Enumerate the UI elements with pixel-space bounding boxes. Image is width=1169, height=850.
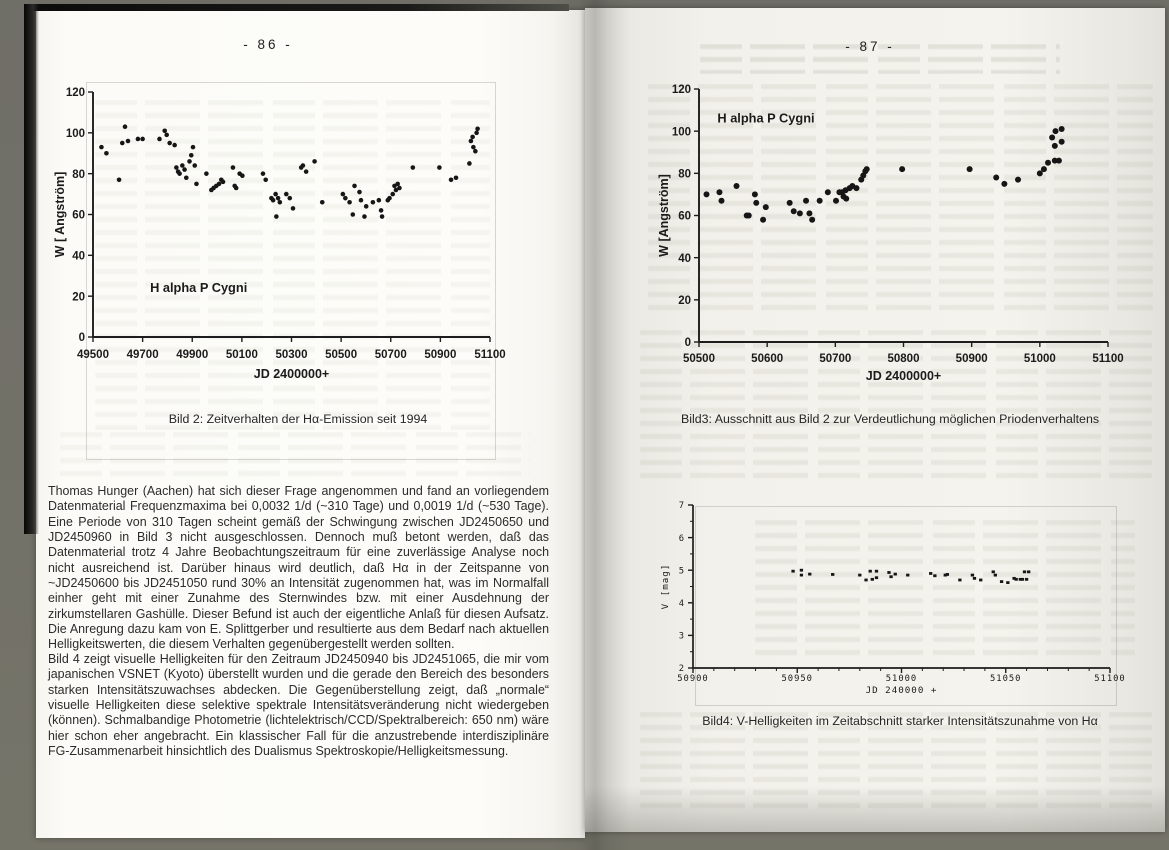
svg-text:50500: 50500 xyxy=(683,353,715,365)
svg-text:H alpha P Cygni: H alpha P Cygni xyxy=(717,110,815,126)
svg-text:V [mag]: V [mag] xyxy=(660,563,671,610)
body-paragraph: Thomas Hunger (Aachen) hat sich dieser Frage angenommen und fand an vorliegendem Datenmaterial Frequenzmaxima bei 0,0032 1/d (~310 Tage) und 0,0019 1/d (~530 Tage). Eine Periode von 310 Tagen scheint gemäß der Schwingung zwischen JD2450650 und JD2450960 in Bild 3 nicht ausgeschlossen. Dennoch muß betont werden, daß das Datenmaterial trotz 4 Jahre Beobachtungszeitraum für eine zuverlässige Analyse noch nicht ausreichend ist. Darüber hinaus wird deutlich, daß Hα in der Zeitspanne von ~JD2450600 bis JD2451050 rund 30% an Intensität zugenommen hat, was im Normalfall einher geht mit einer Zunahme des Sternwindes bzw. mit einer Ausdehnung der zirkumstellaren Gashülle. Dieser Befund ist auch der eigentliche Anlaß für diesen Aufsatz. Die Anregung dazu kam von E. Splittgerber und resultierte aus dem Bedarf nach aktuellen Helligkeitswerten, die diesem Verhalten gegenübergestellt werden sollten. xyxy=(48,484,549,652)
svg-text:60: 60 xyxy=(72,209,85,222)
figure-caption: Bild3: Ausschnitt aus Bild 2 zur Verdeutlichung möglichen Priodenverhaltens xyxy=(680,412,1100,426)
svg-text:80: 80 xyxy=(72,168,85,181)
svg-text:6: 6 xyxy=(678,533,685,544)
scan-edge-left xyxy=(24,4,39,534)
svg-text:50700: 50700 xyxy=(819,353,852,365)
svg-text:49900: 49900 xyxy=(176,349,209,361)
page-number-left: - 86 - xyxy=(243,37,293,52)
svg-text:51000: 51000 xyxy=(885,674,918,684)
bild2-scatter-chart xyxy=(48,78,518,390)
svg-text:5: 5 xyxy=(678,566,685,577)
svg-text:50100: 50100 xyxy=(225,349,258,361)
svg-text:50600: 50600 xyxy=(751,353,784,365)
svg-text:50900: 50900 xyxy=(955,353,988,365)
svg-text:0: 0 xyxy=(684,337,691,350)
body-paragraph: Bild 4 zeigt visuelle Helligkeiten für den Zeitraum JD2450940 bis JD2451065, die mir vom japanischen VSNET (Kyoto) überstellt wurden und die gerade den Bereich des besonders starken Intensitätszuwachses abdecken. Die Gegenüberstellung zeigt, daß „normale“ visuelle Helligkeiten diese selektive spektrale Intensitätsveränderung nicht wiedergeben (können). Schmalbandige Photometrie (lichtelektrisch/CCD/Spektralbereich: 650 nm) wäre hier schon eher angebracht. Ein klassischer Fall für die anzustrebende interdisziplinäre FG-Zusammenarbeit hinsichtlich des Dualismus Spektroskopie/Helligkeitsmessung. xyxy=(48,652,549,759)
svg-text:7: 7 xyxy=(678,501,685,512)
svg-text:20: 20 xyxy=(72,291,85,304)
svg-text:60: 60 xyxy=(678,210,691,223)
scan-edge-top xyxy=(24,4,569,11)
bild4-scatter-chart xyxy=(655,496,1140,712)
svg-text:100: 100 xyxy=(65,127,85,140)
svg-text:50500: 50500 xyxy=(325,349,358,361)
svg-text:49700: 49700 xyxy=(126,349,159,361)
svg-text:20: 20 xyxy=(678,294,691,307)
svg-text:50700: 50700 xyxy=(374,349,407,361)
svg-text:120: 120 xyxy=(671,84,691,97)
svg-text:50800: 50800 xyxy=(887,353,920,365)
svg-text:49500: 49500 xyxy=(77,349,109,361)
svg-text:W [ Angström]: W [ Angström] xyxy=(53,171,67,258)
svg-text:51100: 51100 xyxy=(1094,674,1126,684)
svg-text:0: 0 xyxy=(78,332,85,345)
svg-text:51000: 51000 xyxy=(1023,353,1056,365)
svg-text:51100: 51100 xyxy=(1092,353,1124,365)
svg-text:51050: 51050 xyxy=(990,674,1022,684)
svg-text:JD 2400000+: JD 2400000+ xyxy=(253,367,330,381)
svg-text:50900: 50900 xyxy=(424,349,457,361)
svg-text:40: 40 xyxy=(678,252,691,265)
svg-text:3: 3 xyxy=(678,631,685,642)
svg-text:2: 2 xyxy=(678,664,685,675)
svg-text:50300: 50300 xyxy=(275,349,308,361)
svg-text:100: 100 xyxy=(671,126,691,139)
bild3-scatter-chart xyxy=(652,80,1157,388)
svg-text:4: 4 xyxy=(678,598,685,609)
figure-caption: Bild4: V-Helligkeiten im Zeitabschnitt starker Intensitätszunahme von Hα xyxy=(702,714,1098,728)
figure-caption: Bild 2: Zeitverhalten der Hα-Emission seit 1994 xyxy=(168,412,428,426)
svg-text:80: 80 xyxy=(678,168,691,181)
svg-text:120: 120 xyxy=(65,87,85,100)
svg-text:51100: 51100 xyxy=(474,349,506,361)
svg-text:JD 2400000+: JD 2400000+ xyxy=(865,369,942,383)
svg-text:50900: 50900 xyxy=(677,674,709,684)
svg-text:40: 40 xyxy=(72,250,85,263)
svg-text:W [Angström]: W [Angström] xyxy=(657,174,671,257)
svg-text:JD 240000 +: JD 240000 + xyxy=(865,685,938,696)
page-number-right: - 87 - xyxy=(845,39,895,54)
svg-text:50950: 50950 xyxy=(781,674,813,684)
svg-text:H alpha P Cygni: H alpha P Cygni xyxy=(150,280,248,296)
